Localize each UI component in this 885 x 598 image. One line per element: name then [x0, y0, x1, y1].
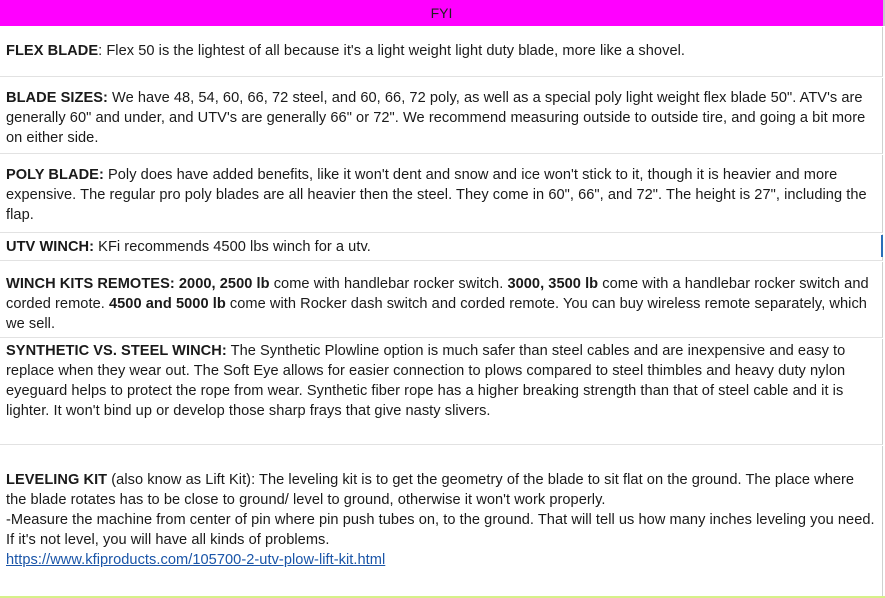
- cell-flex-blade[interactable]: [0, 27, 883, 77]
- header-cell-fyi[interactable]: [0, 0, 885, 26]
- winch-kits-text-1: come with handlebar rocker switch.: [269, 276, 508, 292]
- winch-kits-bold-3: 4500 and 5000 lb: [108, 296, 226, 312]
- synthetic-text: The Synthetic Plowline option is much safer than steel cables and are inexpensive and easy to replace when they wear out. The Soft Eye allows for easier connection to plows compared to steel thimbles and heavy duty nylon eyeguard helps to protect the rope from wear. Synthetic fiber rope has a higher breaking strength than that of steel cable and it is lighter. It won't bind up or develop those sharp frays that give nasty slivers.: [6, 343, 846, 419]
- cell-poly-blade[interactable]: [0, 155, 883, 233]
- winch-kits-label: WINCH KITS REMOTES: 2000, 2500 lb: [6, 276, 270, 292]
- flex-blade-text: : Flex 50 is the lightest of all because it's a light weight light duty blade, more like a shovel.: [98, 43, 686, 59]
- leveling-kit-label: LEVELING KIT: [6, 472, 108, 488]
- header-title: FYI: [430, 5, 453, 21]
- utv-winch-label: UTV WINCH:: [6, 239, 95, 255]
- cell-leveling-kit[interactable]: [0, 446, 883, 598]
- winch-kits-bold-2: 3000, 3500 lb: [507, 276, 599, 292]
- utv-winch-text: KFi recommends 4500 lbs winch for a utv.: [94, 239, 371, 255]
- poly-blade-text: Poly does have added benefits, like it won't dent and snow and ice won't stick to it, though it is heavier and more expensive. The regular pro poly blades are all heavier then the steel. They come in 60", 66", and 72". The height is 27", including the flap.: [6, 167, 867, 223]
- blade-sizes-text: We have 48, 54, 60, 66, 72 steel, and 60, 66, 72 poly, as well as a special poly light weight flex blade 50". ATV's are generally 60" and under, and UTV's are generally 66" or 72". We recommend measuring outside to outside tire, and going a bit more on either side.: [6, 90, 866, 146]
- synthetic-label: SYNTHETIC VS. STEEL WINCH:: [6, 343, 227, 359]
- cell-winch-kits-remotes[interactable]: [0, 262, 883, 338]
- winch-kits-text-3: come with Rocker dash switch and corded remote. You can buy wireless remote separately, which we sell.: [6, 296, 867, 332]
- winch-kits-text-2: come with a handlebar rocker switch and corded remote.: [6, 276, 869, 312]
- cell-blade-sizes[interactable]: [0, 78, 883, 154]
- leveling-kit-text: (also know as Lift Kit): The leveling kit is to get the geometry of the blade to sit flat on the ground. The place where the blade rotates has to be close to ground/ level to ground, otherwise it won't work properly.: [6, 472, 855, 508]
- flex-blade-label: FLEX BLADE: [6, 43, 99, 59]
- cell-utv-winch[interactable]: [0, 234, 883, 261]
- leveling-kit-link[interactable]: https://www.kfiproducts.com/105700-2-utv-plow-lift-kit.html: [6, 552, 386, 568]
- leveling-kit-text-2: -Measure the machine from center of pin where pin push tubes on, to the ground. That will tell us how many inches leveling you need. If it's not level, you will have all kinds of problems.: [6, 512, 875, 548]
- poly-blade-label: POLY BLADE:: [6, 167, 104, 183]
- blade-sizes-label: BLADE SIZES:: [6, 90, 108, 106]
- cell-cursor: [881, 235, 883, 257]
- cell-synthetic-vs-steel[interactable]: [0, 339, 883, 445]
